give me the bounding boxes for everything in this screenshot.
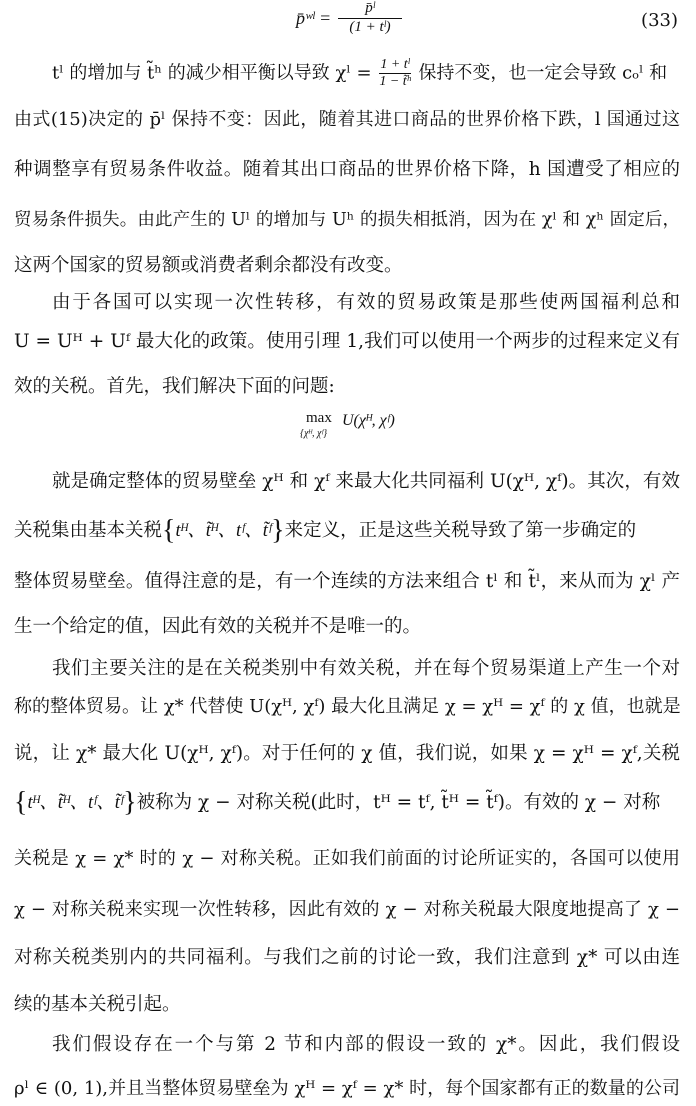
paragraph-4-line-6: χ − 对称关税来实现一次性转移，因此有效的 χ − 对称关税最大限度地提高了 χ −	[14, 899, 680, 920]
equation-33	[0, 0, 696, 44]
max-objective: U(χᴴ, χᶠ)	[342, 412, 395, 429]
p1-line-1-start: tˡ 的增加与 t̃ʰ 的减少相平衡以导致 χˡ =	[52, 62, 378, 84]
paragraph-4-line-1: 我们主要关注的是在关税类别中有效关税，并在每个贸易渠道上产生一个对	[52, 658, 680, 679]
paragraph-2-line-1: 由于各国可以实现一次性转移，有效的贸易政策是那些使两国福利总和	[52, 292, 680, 313]
paragraph-4-line-4	[14, 787, 680, 818]
paragraph-5-line-2: ρˡ ∈ (0, 1),并且当整体贸易壁垒为 χᴴ = χᶠ = χ* 时，每个国家都有正的数量的公司	[14, 1078, 680, 1099]
equation-33-numerator: p̄ˡ	[365, 0, 375, 16]
equation-number: (33)	[641, 10, 678, 31]
paragraph-2-line-3: 效的关税。首先，我们解决下面的问题:	[14, 376, 335, 397]
paragraph-3-line-1: 就是确定整体的贸易壁垒 χᴴ 和 χᶠ 来最大化共同福利 U(χᴴ, χᶠ)。其次，有效	[52, 471, 680, 492]
paragraph-3-line-2	[14, 515, 680, 546]
chi-fraction-denominator: 1 − t̃ʰ	[379, 74, 411, 89]
max-operator: max	[306, 410, 332, 426]
left-brace: {	[162, 515, 176, 546]
paragraph-2-line-2: U = Uᴴ + Uᶠ 最大化的政策。使用引理 1,我们可以使用一个两步的过程来定义有	[14, 331, 680, 352]
equation-33-denominator: (1 + tˡ)	[349, 19, 391, 35]
paragraph-3-line-3: 整体贸易壁垒。值得注意的是，有一个连续的方法来组合 tˡ 和 t̃ˡ，来从而为 χˡ 产	[14, 571, 680, 592]
paragraph-1-line-3: 种调整享有贸易条件收益。随着其出口商品的世界价格下降，h 国遭受了相应的	[14, 159, 680, 180]
right-brace: }	[123, 787, 137, 818]
paragraph-4-line-5: 关税是 χ = χ* 时的 χ − 对称关税。正如我们前面的讨论所证实的，各国可以使用	[14, 848, 680, 869]
maximization-problem	[300, 410, 440, 450]
chi-fraction-numerator: 1 + tˡ	[380, 57, 410, 72]
p4-line-4-end: 被称为 χ − 对称关税(此时，tᴴ = tᶠ, t̃ᴴ = t̃ᶠ)。有效的 χ − 对称	[136, 792, 661, 813]
p1-line-1-end: 保持不变，也一定会导致 cₒˡ 和	[412, 62, 668, 84]
equation-33-lhs: p̄ʷˡ =	[296, 8, 332, 28]
paragraph-4-line-3: 说，让 χ* 最大化 U(χᴴ, χᶠ)。对于任何的 χ 值，我们说，如果 χ = χᴴ = χᶠ,关税	[14, 743, 680, 764]
paragraph-4-line-2: 称的整体贸易。让 χ* 代替使 U(χᴴ, χᶠ) 最大化且满足 χ = χᴴ = χᶠ 的 χ 值，也就是	[14, 696, 681, 717]
chi-fraction	[379, 57, 410, 90]
paragraph-4-line-7: 对称关税类别内的共同福利。与我们之前的讨论一致，我们注意到 χ* 可以由连	[14, 947, 680, 968]
left-brace: {	[14, 787, 28, 818]
paragraph-1-line-2: 由式(15)决定的 p̄ˡ 保持不变：因此，随着其进口商品的世界价格下跌，l 国通过这	[14, 109, 680, 130]
tariff-set: tᴴ、t̃ᴴ、tᶠ、t̃ᶠ	[27, 793, 124, 813]
paragraph-4-line-8: 续的基本关税引起。	[14, 994, 181, 1015]
paragraph-1-line-4: 贸易条件损失。由此产生的 Uˡ 的增加与 Uʰ 的损失相抵消，因为在 χˡ 和 χʰ 固定后，	[14, 210, 680, 230]
max-subscript: {χᴴ, χᶠ}	[300, 428, 328, 439]
p3-line-2-end: 来定义，正是这些关税导致了第一步确定的	[284, 520, 637, 541]
p3-line-2-start: 关税集由基本关税	[14, 520, 163, 541]
paragraph-5-line-1: 我们假设存在一个与第 2 节和内部的假设一致的 χ*。因此，我们假设	[52, 1034, 680, 1055]
paragraph-1-line-1	[52, 57, 680, 93]
right-brace: }	[271, 515, 285, 546]
tariff-set: tᴴ、t̃ᴴ、tᶠ、t̃ᶠ	[175, 521, 272, 541]
paragraph-1-line-5: 这两个国家的贸易额或消费者剩余都没有改变。	[14, 255, 403, 276]
paragraph-3-line-4: 生一个给定的值，因此有效的关税并不是唯一的。	[14, 616, 422, 637]
